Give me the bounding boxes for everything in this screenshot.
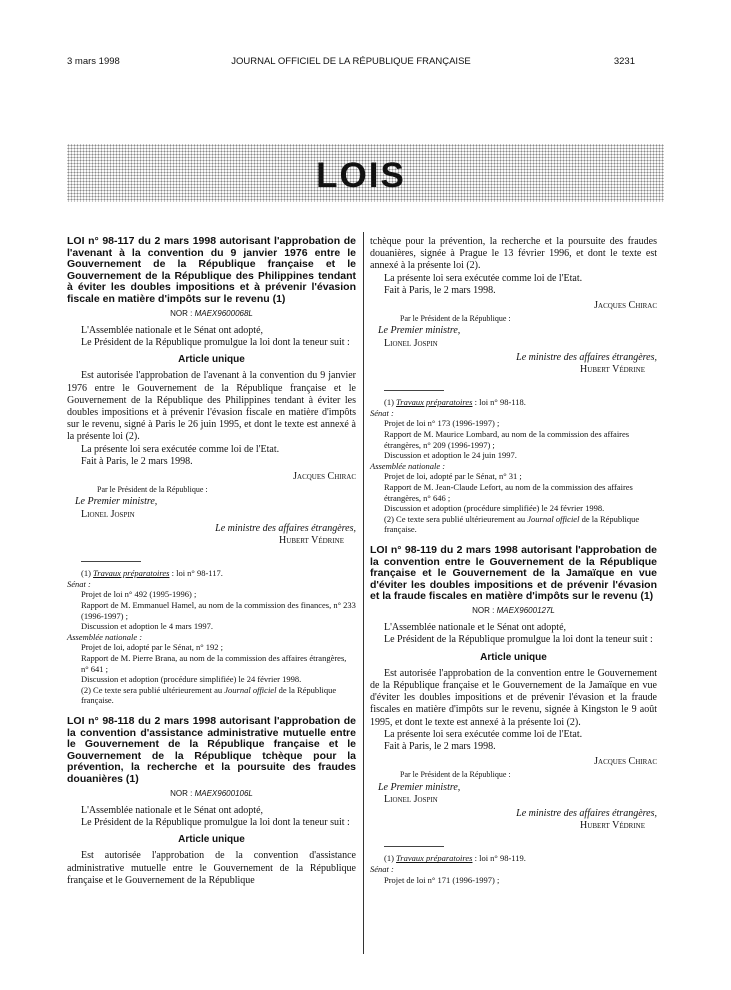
nor-label: NOR : (170, 308, 193, 318)
pm-name: Lionel Jospin (81, 508, 135, 520)
law-98-117 (67, 236, 356, 706)
place-date: Fait à Paris, le 2 mars 1998. (384, 740, 496, 752)
assemblee-item: Discussion et adoption (procédure simplifiée) le 24 février 1998. (384, 503, 605, 514)
pm-title: Le Premier ministre, (378, 781, 461, 793)
place-date: Fait à Paris, le 2 mars 1998. (81, 455, 193, 467)
nor-label: NOR : (170, 788, 193, 798)
footnotes (370, 397, 657, 535)
execution-line: La présente loi sera exécutée comme loi de l'Etat. (81, 443, 280, 455)
signer-name: Jacques Chirac (293, 471, 356, 482)
footnote-1: (1) Travaux préparatoires : loi n° 98-118. (384, 397, 526, 408)
assemblee-label: Assemblée nationale : (67, 631, 143, 642)
footnote-rule (81, 561, 141, 562)
by-president: Par le Président de la République : (97, 485, 208, 495)
law-98-118-continued (370, 236, 657, 535)
footnote-2 (67, 685, 356, 706)
assemblee-item: Rapport de M. Jean-Claude Lefort, au nom de la commission des affaires étrangères, n° 646 ; (384, 481, 633, 503)
assemblee-item: Discussion et adoption (procédure simplifiée) le 24 février 1998. (81, 674, 302, 685)
nor-code: MAEX9600106L (194, 788, 253, 798)
minister-title: Le ministre des affaires étrangères, (516, 807, 657, 819)
senat-item: Discussion et adoption le 4 mars 1997. (81, 621, 213, 632)
senat-item: Rapport de M. Emmanuel Hamel, au nom de la commission des finances, n° 233 (1996-1997) ; (81, 600, 356, 621)
assemblee-label: Assemblée nationale : (370, 460, 446, 471)
section-title: LOIS (316, 156, 406, 195)
footnote-2-text: (2) Ce texte sera publié ultérieurement au (384, 513, 528, 524)
minister-name: Hubert Védrine (580, 364, 645, 376)
footnote-2 (370, 514, 657, 535)
pm-name: Lionel Jospin (384, 337, 438, 349)
assemblee-item: Rapport de M. Pierre Brana, au nom de la commission des affaires étrangères, n° 641 ; (81, 652, 347, 674)
minister-name: Hubert Védrine (580, 820, 645, 832)
minister-title: Le ministre des affaires étrangères, (516, 351, 657, 363)
column-divider (363, 232, 364, 954)
intro-promulgation: Le Président de la République promulgue la loi dont la teneur suit : (81, 816, 350, 828)
law-title: LOI n° 98-119 du 2 mars 1998 autorisant l'approbation de la convention entre le Gouvernement de la République française et le Gouvernement de la Jamaïque en vue d'éviter les doubles impositions et de prévenir l'évasion et la fraude fiscales en matière d'impôts sur le revenu (1) (370, 543, 657, 603)
law-98-118 (67, 716, 356, 887)
right-column (370, 236, 657, 885)
footnote-rule (384, 390, 444, 391)
execution-line: La présente loi sera exécutée comme loi de l'Etat. (384, 272, 583, 284)
article-text: Est autorisée l'approbation de la convention entre le Gouvernement de la République française et le Gouvernement de la Jamaïque en vue d'éviter les doubles impositions et de prévenir l'évasion et la fraude fiscales en matière d'impôts sur le revenu, signée à Kingston le 9 août 1995, et dont le texte est annexé à la présente loi (2). (370, 667, 657, 728)
senat-label: Sénat : (67, 578, 91, 589)
header-date: 3 mars 1998 (67, 56, 120, 67)
signer-name: Jacques Chirac (594, 300, 657, 312)
execution-line: La présente loi sera exécutée comme loi de l'Etat. (384, 728, 583, 740)
article-text: Est autorisée l'approbation de l'avenant à la convention du 9 janvier 1976 entre le Gouvernement de la République française et le Gouvernement de la République des Philippines tendant à éviter les doubles impositions et à prévenir l'évasion fiscale en matière d'impôts sur le revenu, signé à Paris le 26 juin 1995, et dont le texte est annexé à la présente loi (2). (67, 370, 356, 443)
nor-reference (370, 605, 657, 617)
by-president: Par le Président de la République : (400, 314, 511, 324)
nor-label: NOR : (472, 605, 495, 615)
senat-item: Rapport de M. Maurice Lombard, au nom de la commission des affaires étrangères, n° 209 (1996-1997) ; (384, 429, 630, 450)
page-number: 3231 (613, 56, 635, 67)
nor-reference (67, 308, 356, 320)
journal-title: JOURNAL OFFICIEL DE LA RÉPUBLIQUE FRANÇAISE (231, 56, 471, 67)
left-column (67, 236, 356, 887)
senat-item: Discussion et adoption le 24 juin 1997. (384, 450, 517, 461)
footnote-rule (384, 846, 444, 847)
footnote-2-text: de la République française. (384, 513, 640, 535)
intro-adopted: L'Assemblée nationale et le Sénat ont adopté, (384, 622, 567, 634)
footnote-1-ref: : loi n° 98-117. (169, 568, 223, 579)
travaux-label: Travaux préparatoires (396, 397, 473, 408)
article-text-continued: tchèque pour la prévention, la recherche et la poursuite des fraudes douanières, signée à Prague le 13 février 1996, et dont le texte est annexé à la présente loi (2). (370, 236, 657, 272)
intro-promulgation: Le Président de la République promulgue la loi dont la teneur suit : (384, 634, 653, 646)
journal-name: Journal officiel (224, 684, 277, 695)
place-date: Fait à Paris, le 2 mars 1998. (384, 284, 496, 296)
senat-label: Sénat : (370, 863, 394, 874)
footnote-1: (1) Travaux préparatoires : loi n° 98-117. (81, 568, 223, 579)
footnote-1-ref: : loi n° 98-118. (472, 397, 526, 408)
footnote-2-text: de la République française. (81, 684, 337, 706)
footnote-2-text: (2) Ce texte sera publié ultérieurement au (81, 684, 225, 695)
intro-adopted: L'Assemblée nationale et le Sénat ont adopté, (81, 324, 264, 336)
law-title: LOI n° 98-117 du 2 mars 1998 autorisant l'approbation de l'avenant à la convention du 9 janvier 1976 entre le Gouvernement de la République française et le Gouvernement de la République des Philippines tendant à éviter les doubles impositions et à prévenir l'évasion fiscale en matière d'impôts sur le revenu (1) (67, 235, 356, 305)
by-president: Par le Président de la République : (400, 770, 511, 780)
article-heading: Article unique (480, 651, 547, 663)
pm-title: Le Premier ministre, (378, 325, 461, 337)
assemblee-item: Projet de loi, adopté par le Sénat, n° 192 ; (81, 642, 223, 653)
intro-adopted: L'Assemblée nationale et le Sénat ont adopté, (81, 804, 264, 816)
senat-label: Sénat : (370, 407, 394, 418)
law-title: LOI n° 98-118 du 2 mars 1998 autorisant l'approbation de la convention d'assistance administrative mutuelle entre le Gouvernement de la République française et le Gouvernement de la République tchèque pour la prévention, la recherche et la poursuite des fraudes douanières (1) (67, 714, 356, 785)
nor-code: MAEX9600127L (496, 605, 555, 615)
assemblee-item: Projet de loi, adopté par le Sénat, n° 31 ; (384, 471, 522, 482)
minister-name: Hubert Védrine (279, 535, 344, 547)
article-heading: Article unique (178, 834, 245, 846)
law-98-119 (370, 545, 657, 885)
article-heading: Article unique (178, 354, 245, 366)
pm-name: Lionel Jospin (384, 793, 438, 805)
footnotes (67, 568, 356, 706)
intro-promulgation: Le Président de la République promulgue la loi dont la teneur suit : (81, 336, 350, 348)
nor-code: MAEX9600068L (194, 308, 253, 318)
travaux-label: Travaux préparatoires (93, 568, 170, 579)
footnote-1-ref: : loi n° 98-119. (472, 853, 526, 864)
minister-title: Le ministre des affaires étrangères, (215, 522, 356, 534)
travaux-label: Travaux préparatoires (396, 853, 473, 864)
senat-item: Projet de loi n° 171 (1996-1997) ; (384, 874, 500, 885)
footnote-1: (1) Travaux préparatoires : loi n° 98-119. (384, 853, 526, 864)
signer-name: Jacques Chirac (594, 756, 657, 768)
senat-item: Projet de loi n° 173 (1996-1997) ; (384, 418, 500, 429)
pm-title: Le Premier ministre, (75, 496, 158, 508)
footnotes (370, 853, 657, 885)
nor-reference (67, 788, 356, 800)
article-text: Est autorisée l'approbation de la convention d'assistance administrative mutuelle entre le Gouvernement de la République française et le Gouvernement de la République (67, 850, 356, 886)
section-title-box (316, 156, 406, 194)
senat-item: Projet de loi n° 492 (1995-1996) ; (81, 589, 197, 600)
journal-name: Journal officiel (527, 513, 580, 524)
